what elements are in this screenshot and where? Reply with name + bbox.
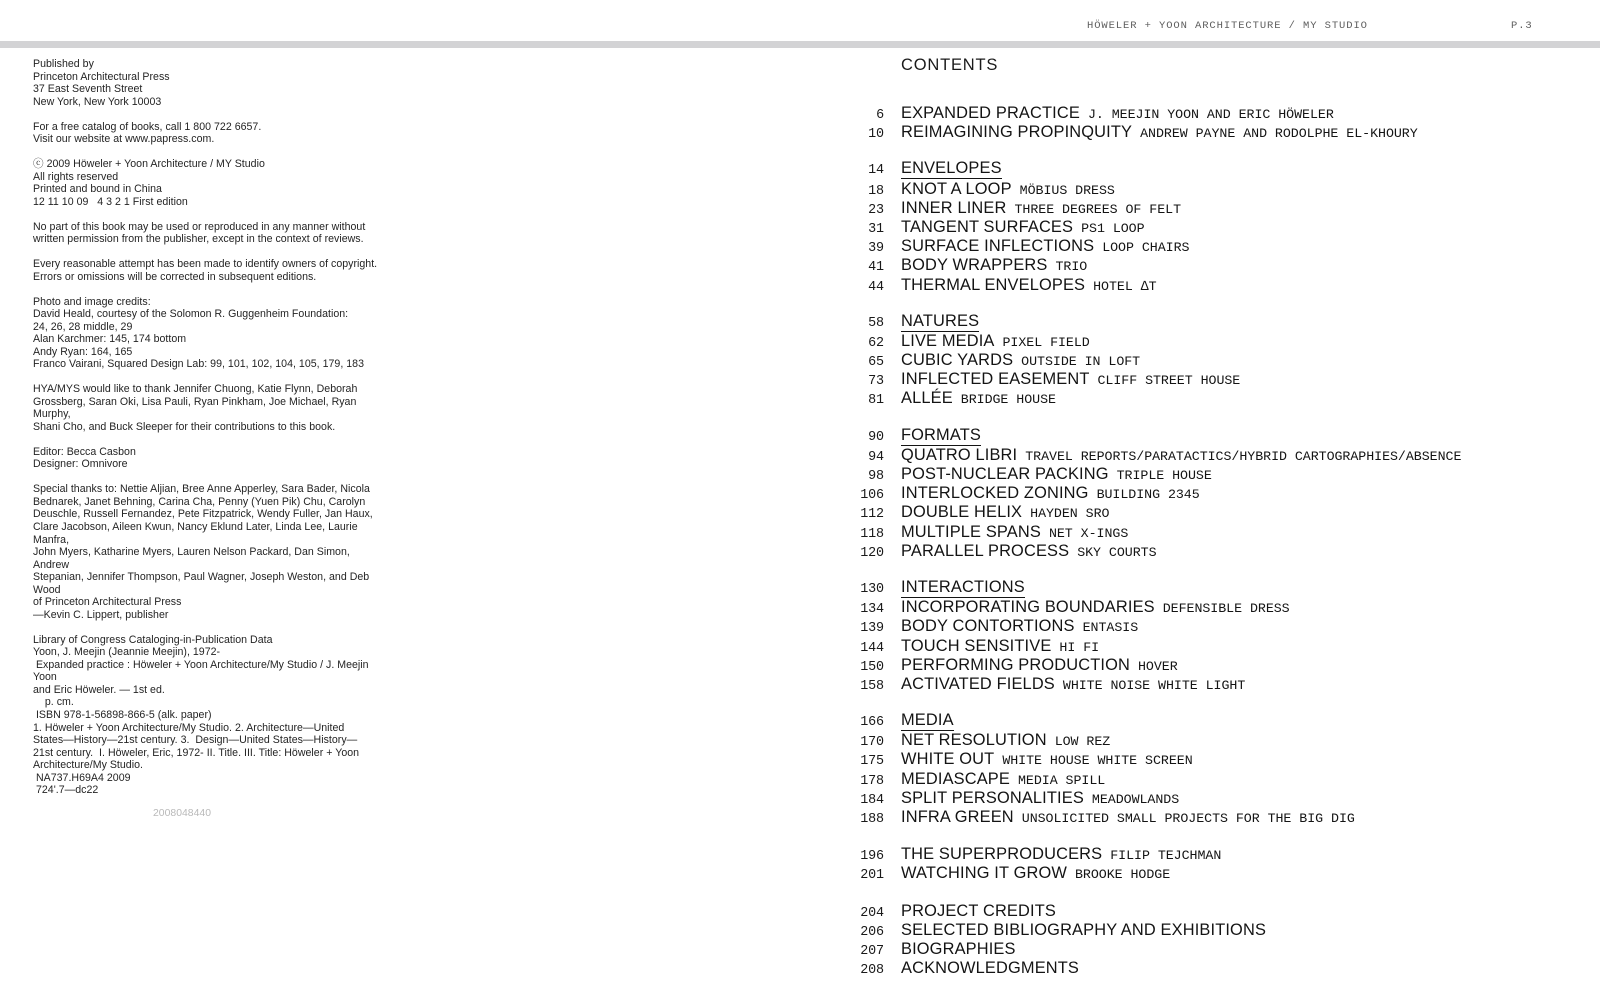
running-head-folio: P.3 <box>1511 20 1533 32</box>
colophon-line: HYA/MYS would like to thank Jennifer Chuong, Katie Flynn, Deborah <box>33 383 358 396</box>
toc-entry-row[interactable] <box>830 523 1570 542</box>
colophon-line: NA737.H69A4 2009 <box>33 771 131 784</box>
toc-entry-subtitle: MÖBIUS DRESS <box>1019 182 1115 198</box>
toc-entry-subtitle: PS1 LOOP <box>1081 220 1145 236</box>
colophon-line: Published by <box>33 58 94 70</box>
toc-page-number: 175 <box>860 754 884 770</box>
toc-entry-title: MEDIASCAPE <box>901 769 1010 788</box>
colophon-line: of Princeton Architectural Press <box>33 596 182 609</box>
toc-entry-title: SURFACE INFLECTIONS <box>901 237 1095 256</box>
toc-entry-text <box>901 484 1200 503</box>
colophon-line: Princeton Architectural Press <box>33 70 170 83</box>
toc-entry-subtitle: HI FI <box>1059 639 1100 655</box>
toc-entry-subtitle: TRIO <box>1055 259 1088 275</box>
colophon-line: John Myers, Katharine Myers, Lauren Nelson Packard, Dan Simon, Andrew <box>33 546 353 571</box>
toc-entry-row[interactable] <box>830 808 1570 827</box>
toc-entry-text <box>901 542 1157 561</box>
toc-group <box>830 313 1570 409</box>
toc-page-number: 201 <box>860 868 884 884</box>
toc-page-number: 196 <box>860 849 884 865</box>
toc-entry-row[interactable] <box>830 237 1570 256</box>
toc-page-number: 112 <box>860 507 884 523</box>
toc-entry-text <box>901 808 1355 827</box>
toc-entry-row[interactable] <box>830 845 1570 864</box>
toc-entry-title: INFRA GREEN <box>901 808 1014 826</box>
toc-page-number: 14 <box>868 163 884 179</box>
toc-entry-text <box>901 731 1110 750</box>
toc-entry-text <box>901 637 1099 656</box>
toc-entry-text <box>901 864 1170 883</box>
toc-page-number: 208 <box>860 963 884 979</box>
toc-entry-title: EXPANDED PRACTICE <box>901 104 1080 122</box>
toc-entry-title: ACTIVATED FIELDS <box>901 674 1055 693</box>
toc-entry-title: TANGENT SURFACES <box>901 217 1074 236</box>
toc-page-number: 98 <box>868 469 884 484</box>
colophon-block <box>33 446 378 471</box>
colophon-line: 724'.7—dc22 <box>33 784 99 797</box>
toc-entry-row[interactable] <box>830 542 1570 561</box>
toc-entry-text <box>901 332 1090 351</box>
colophon-line: Editor: Becca Casbon <box>33 445 136 458</box>
toc-page-number: 134 <box>860 602 884 618</box>
toc-entry-row[interactable] <box>830 218 1570 237</box>
toc-entry-subtitle: UNSOLICITED SMALL PROJECTS FOR THE BIG DIG <box>1021 811 1355 826</box>
toc-entry-text <box>901 921 1266 940</box>
colophon-line: David Heald, courtesy of the Solomon R. Guggenheim Foundation: <box>33 308 349 321</box>
colophon-line: Yoon, J. Meejin (Jeannie Meejin), 1972- <box>33 646 221 659</box>
toc-section-row[interactable] <box>830 579 1570 598</box>
toc-page-number: 62 <box>868 335 884 351</box>
toc-entry-title: BODY CONTORTIONS <box>901 617 1075 636</box>
colophon-line: 37 East Seventh Street <box>33 83 143 96</box>
toc-entry-title: INCORPORATING BOUNDARIES <box>901 598 1155 617</box>
toc-entry-row[interactable] <box>830 598 1570 617</box>
toc-entry-subtitle: SKY COURTS <box>1077 544 1157 560</box>
toc-entry-row[interactable] <box>830 351 1570 370</box>
toc-entry-text <box>901 770 1105 789</box>
colophon-line: No part of this book may be used or reproduced in any manner without <box>33 220 366 233</box>
colophon-block <box>33 258 378 283</box>
toc-entry-title: ACKNOWLEDGMENTS <box>901 959 1080 978</box>
toc-page-number: 166 <box>860 715 884 731</box>
toc-section-row[interactable] <box>830 712 1570 731</box>
colophon-line: For a free catalog of books, call 1 800 722 6657. <box>33 120 262 133</box>
toc-entry-text <box>901 313 979 332</box>
toc-entry-title: NATURES <box>901 311 980 330</box>
toc-page-number: 31 <box>868 221 884 237</box>
toc-entry-title: LIVE MEDIA <box>901 331 995 350</box>
toc-entry-text <box>901 675 1245 694</box>
toc-entry-row[interactable] <box>830 902 1570 921</box>
toc-entry-row[interactable] <box>830 731 1570 750</box>
toc-entry-title: INNER LINER <box>901 198 1007 217</box>
toc-entry-row[interactable] <box>830 503 1570 522</box>
colophon-line: 24, 26, 28 middle, 29 <box>33 320 133 333</box>
toc-entry-text <box>901 789 1179 808</box>
toc-entry-text <box>901 104 1334 123</box>
toc-entry-row[interactable] <box>830 750 1570 769</box>
toc-page-number: 41 <box>868 260 884 276</box>
colophon-line: Visit our website at www.papress.com. <box>33 133 215 146</box>
toc-entry-title: FORMATS <box>901 425 981 444</box>
toc-entry-title: REIMAGINING PROPINQUITY <box>901 123 1133 142</box>
toc-entry-text <box>901 503 1109 522</box>
toc-entry-text <box>901 712 954 731</box>
toc-entry-title: SPLIT PERSONALITIES <box>901 788 1084 807</box>
toc-entry-subtitle: BRIDGE HOUSE <box>960 392 1056 408</box>
toc-entry-row[interactable] <box>830 199 1570 218</box>
toc-entry-title: ALLÉE <box>901 389 953 408</box>
header-rule-band <box>0 41 1600 48</box>
toc-entry-subtitle: CLIFF STREET HOUSE <box>1097 373 1241 389</box>
toc-page-number: 58 <box>868 315 884 331</box>
toc-page-number: 170 <box>860 735 884 751</box>
toc-group <box>830 579 1570 694</box>
toc-entry-row[interactable] <box>830 104 1570 123</box>
toc-entry-subtitle: MEADOWLANDS <box>1091 791 1180 807</box>
colophon-line: written permission from the publisher, except in the context of reviews. <box>33 233 364 246</box>
toc-entry-row[interactable] <box>830 675 1570 694</box>
toc-entry-title: KNOT A LOOP <box>901 179 1012 198</box>
toc-entry-title: POST-NUCLEAR PACKING <box>901 465 1109 483</box>
toc-entry-title: INTERLOCKED ZONING <box>901 484 1089 503</box>
colophon-block <box>33 58 378 108</box>
toc-section-row[interactable] <box>830 313 1570 332</box>
toc-page-number: 39 <box>868 241 884 257</box>
toc-group <box>830 104 1570 142</box>
toc-entry-row[interactable] <box>830 921 1570 940</box>
toc-entry-title: BIOGRAPHIES <box>901 939 1016 958</box>
colophon-line: ⓒ 2009 Höweler + Yoon Architecture / MY Studio <box>33 158 265 171</box>
colophon-block <box>33 483 378 621</box>
colophon-line: Deuschle, Russell Fernandez, Pete Fitzpatrick, Wendy Fuller, Jan Haux, <box>33 508 373 521</box>
toc-entry-subtitle: THREE DEGREES OF FELT <box>1014 201 1182 217</box>
toc-page-number: 207 <box>860 943 884 959</box>
toc-group <box>830 902 1570 979</box>
colophon-line: 21st century. I. Höweler, Eric, 1972- II. Title. III. Title: Höweler + Yoon <box>33 746 360 759</box>
colophon-line: Special thanks to: Nettie Aljian, Bree Anne Apperley, Sara Bader, Nicola <box>33 483 370 496</box>
toc-entry-text <box>901 180 1115 199</box>
colophon-block <box>33 221 378 246</box>
toc-entry-title: NET RESOLUTION <box>901 731 1047 750</box>
toc-entry-title: MEDIA <box>901 711 954 730</box>
toc-entry-text <box>901 845 1221 864</box>
toc-entry-text <box>901 160 1002 179</box>
toc-entry-row[interactable] <box>830 446 1570 465</box>
toc-page-number: 120 <box>860 545 884 561</box>
toc-page-number: 188 <box>860 812 884 827</box>
toc-entry-row[interactable] <box>830 617 1570 636</box>
toc-entry-subtitle: BUILDING 2345 <box>1096 487 1200 503</box>
toc-page-number: 139 <box>860 621 884 637</box>
toc-entry-subtitle: LOW REZ <box>1054 734 1111 750</box>
toc-page-number: 178 <box>860 773 884 789</box>
colophon-line: 1. Höweler + Yoon Architecture/My Studio. 2. Architecture—United <box>33 721 345 734</box>
toc-entry-row[interactable] <box>830 180 1570 199</box>
toc-page-number: 106 <box>860 488 884 504</box>
toc-entry-subtitle: FILIP TEJCHMAN <box>1110 848 1222 864</box>
toc-entry-row[interactable] <box>830 123 1570 142</box>
toc-entry-row[interactable] <box>830 332 1570 351</box>
colophon-block <box>33 158 378 208</box>
toc-entry-text <box>901 902 1056 921</box>
toc-entry-title: THERMAL ENVELOPES <box>901 275 1086 294</box>
toc-entry-text <box>901 276 1157 295</box>
toc-entry-title: PROJECT CREDITS <box>901 901 1056 920</box>
toc-page-number: 158 <box>860 678 884 694</box>
toc-page-number: 10 <box>868 127 884 143</box>
colophon-line: Expanded practice : Höweler + Yoon Architecture/My Studio / J. Meejin Yoon <box>33 658 372 684</box>
toc-entry-text <box>901 465 1212 484</box>
toc-page-number: 206 <box>860 924 884 940</box>
toc-entry-subtitle: OUTSIDE IN LOFT <box>1021 354 1141 370</box>
toc-page-number: 150 <box>860 659 884 675</box>
toc-entry-row[interactable] <box>830 256 1570 275</box>
toc-entry-text <box>901 427 981 446</box>
lccn-number: 2008048440 <box>153 807 211 819</box>
toc-entry-text <box>901 370 1240 389</box>
toc-page-number: 144 <box>860 640 884 656</box>
toc-entry-title: WHITE OUT <box>901 750 995 769</box>
toc-entry-subtitle: MEDIA SPILL <box>1017 772 1106 788</box>
toc-entry-title: BODY WRAPPERS <box>901 256 1048 275</box>
colophon-line: Designer: Omnivore <box>33 458 128 471</box>
colophon-line: Library of Congress Cataloging-in-Publication Data <box>33 633 273 646</box>
toc-entry-text <box>901 237 1189 256</box>
contents-column <box>830 56 1570 996</box>
colophon-line: Architecture/My Studio. <box>33 759 143 772</box>
colophon-line: All rights reserved <box>33 170 119 183</box>
toc-page-number: 6 <box>876 108 884 123</box>
toc-entry-title: TOUCH SENSITIVE <box>901 636 1052 655</box>
colophon-line: Errors or omissions will be corrected in subsequent editions. <box>33 270 317 283</box>
toc-entry-subtitle: ENTASIS <box>1082 620 1139 636</box>
colophon-line: Photo and image credits: <box>33 295 151 308</box>
toc-entry-row[interactable] <box>830 276 1570 295</box>
colophon-line: Stepanian, Jennifer Thompson, Paul Wagner, Joseph Weston, and Deb Wood <box>33 571 373 596</box>
toc-page-number: 81 <box>868 393 884 409</box>
toc-group <box>830 427 1570 561</box>
toc-entry-title: DOUBLE HELIX <box>901 503 1023 522</box>
toc-entry-text <box>901 218 1145 237</box>
toc-entry-text <box>901 617 1138 636</box>
colophon-line: ISBN 978-1-56898-866-5 (alk. paper) <box>33 709 212 722</box>
toc-entry-title: WATCHING IT GROW <box>901 864 1067 883</box>
colophon-block <box>33 121 378 146</box>
colophon-line: Bednarek, Janet Behning, Carina Cha, Penny (Yuen Pik) Chu, Carolyn <box>33 495 366 508</box>
toc-entry-subtitle: TRIPLE HOUSE <box>1116 468 1212 483</box>
colophon-line: New York, New York 10003 <box>33 95 162 108</box>
toc-entry-text <box>901 959 1079 978</box>
toc-page-number: 94 <box>868 449 884 465</box>
toc-entry-text <box>901 446 1461 465</box>
toc-entry-title: ENVELOPES <box>901 159 1002 178</box>
colophon-line: —Kevin C. Lippert, publisher <box>33 608 169 621</box>
toc-entry-subtitle: NET X-INGS <box>1048 525 1129 541</box>
toc-page-number: 204 <box>860 905 884 921</box>
colophon-line: Alan Karchmer: 145, 174 bottom <box>33 333 187 346</box>
toc-entry-subtitle: BROOKE HODGE <box>1075 867 1171 883</box>
toc-entry-subtitle: HOVER <box>1137 658 1178 674</box>
running-head <box>0 20 1600 38</box>
colophon-line: Shani Cho, and Buck Sleeper for their contributions to this book. <box>33 420 336 433</box>
toc-page-number: 18 <box>868 183 884 199</box>
toc-entry-subtitle: PIXEL FIELD <box>1002 334 1090 350</box>
toc-entry-row[interactable] <box>830 789 1570 808</box>
toc-entry-title: MULTIPLE SPANS <box>901 522 1041 541</box>
toc-entry-row[interactable] <box>830 770 1570 789</box>
toc-entry-row[interactable] <box>830 465 1570 484</box>
toc-entry-row[interactable] <box>830 484 1570 503</box>
toc-group <box>830 845 1570 883</box>
toc-entry-title: CUBIC YARDS <box>901 351 1014 370</box>
table-of-contents <box>830 104 1570 978</box>
toc-entry-subtitle: LOOP CHAIRS <box>1102 240 1190 256</box>
toc-entry-row[interactable] <box>830 637 1570 656</box>
colophon-line: Printed and bound in China <box>33 183 162 196</box>
contents-heading: CONTENTS <box>901 56 999 74</box>
toc-entry-row[interactable] <box>830 656 1570 675</box>
toc-entry-text <box>901 199 1181 218</box>
toc-entry-text <box>901 598 1290 617</box>
toc-entry-row[interactable] <box>830 864 1570 883</box>
colophon-column <box>33 58 378 820</box>
toc-entry-subtitle: DEFENSIBLE DRESS <box>1162 601 1290 617</box>
toc-entry-subtitle: J. MEEJIN YOON AND ERIC HÖWELER <box>1087 107 1334 122</box>
toc-entry-row[interactable] <box>830 370 1570 389</box>
toc-page-number: 73 <box>868 374 884 390</box>
toc-entry-subtitle: ANDREW PAYNE AND RODOLPHE EL-KHOURY <box>1140 126 1418 142</box>
colophon-block <box>33 296 378 371</box>
toc-entry-title: THE SUPERPRODUCERS <box>901 845 1103 864</box>
toc-entry-text <box>901 656 1178 675</box>
toc-page-number: 23 <box>868 202 884 218</box>
toc-entry-row[interactable] <box>830 389 1570 408</box>
colophon-line: Andy Ryan: 164, 165 <box>33 345 133 358</box>
colophon-line: Clare Jacobson, Aileen Kwun, Nancy Eklund Later, Linda Lee, Laurie Manfra, <box>33 520 361 546</box>
toc-entry-subtitle: HAYDEN SRO <box>1030 506 1110 522</box>
toc-page-number: 130 <box>860 581 884 597</box>
toc-entry-title: SELECTED BIBLIOGRAPHY AND EXHIBITIONS <box>901 920 1267 939</box>
toc-page-number: 65 <box>868 355 884 371</box>
running-head-title: HÖWELER + YOON ARCHITECTURE / MY STUDIO <box>1087 20 1368 32</box>
toc-entry-text <box>901 351 1140 370</box>
toc-entry-text <box>901 579 1025 598</box>
toc-entry-subtitle: WHITE HOUSE WHITE SCREEN <box>1002 753 1193 769</box>
toc-group <box>830 160 1570 294</box>
colophon-line: Grossberg, Saran Oki, Lisa Pauli, Ryan Pinkham, Joe Michael, Ryan Murphy, <box>33 395 360 421</box>
toc-group <box>830 712 1570 827</box>
colophon-line: and Eric Höweler. — 1st ed. <box>33 683 165 696</box>
toc-entry-subtitle: WHITE NOISE WHITE LIGHT <box>1062 677 1246 693</box>
toc-entry-text <box>901 940 1016 959</box>
colophon-line: 12 11 10 09 4 3 2 1 First edition <box>33 195 188 208</box>
toc-entry-text <box>901 750 1193 769</box>
toc-entry-text <box>901 256 1087 275</box>
colophon-block <box>33 383 378 433</box>
toc-entry-row[interactable] <box>830 940 1570 959</box>
toc-section-row[interactable] <box>830 427 1570 446</box>
colophon-block <box>33 634 378 821</box>
colophon-line: States—History—21st century. 3. Design—United States—History— <box>33 734 358 747</box>
toc-page-number: 118 <box>860 526 884 542</box>
toc-entry-subtitle: TRAVEL REPORTS/PARATACTICS/HYBRID CARTOGRAPHIES/ABSENCE <box>1025 448 1462 464</box>
colophon-line: p. cm. <box>33 696 74 709</box>
toc-page-number: 44 <box>868 279 884 295</box>
colophon-line: Every reasonable attempt has been made to identify owners of copyright. <box>33 258 378 271</box>
toc-entry-row[interactable] <box>830 959 1570 978</box>
toc-entry-title: PERFORMING PRODUCTION <box>901 655 1130 674</box>
toc-section-row[interactable] <box>830 160 1570 179</box>
toc-page-number: 184 <box>860 792 884 808</box>
toc-entry-text <box>901 123 1418 142</box>
toc-entry-title: INFLECTED EASEMENT <box>901 370 1090 389</box>
toc-entry-title: QUATRO LIBRI <box>901 445 1018 464</box>
toc-entry-text <box>901 389 1056 408</box>
colophon-line: Franco Vairani, Squared Design Lab: 99, 101, 102, 104, 105, 179, 183 <box>33 358 364 371</box>
toc-entry-title: INTERACTIONS <box>901 577 1025 596</box>
toc-entry-title: PARALLEL PROCESS <box>901 541 1070 560</box>
toc-page-number: 90 <box>868 429 884 445</box>
toc-entry-text <box>901 523 1128 542</box>
toc-entry-subtitle: HOTEL ∆T <box>1093 278 1157 294</box>
